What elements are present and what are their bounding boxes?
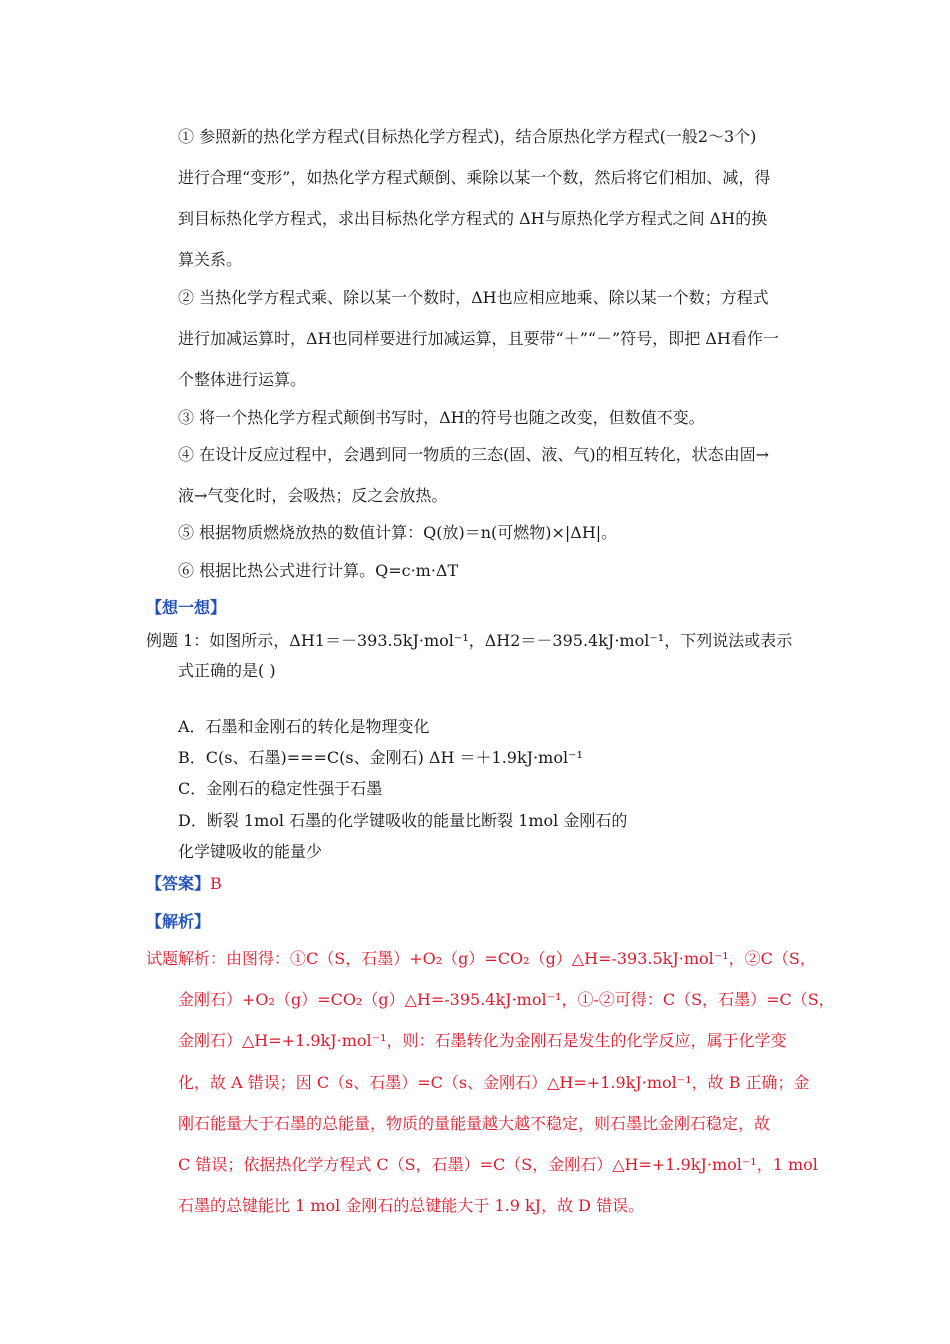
rule-line-6: 进行加减运算时，ΔH也同样要进行加减运算，且要带“＋”“－”符号，即把 ΔH看作一 <box>178 329 779 348</box>
rule-line-7: 个整体进行运算。 <box>178 370 307 389</box>
analysis-heading: 【解析】 <box>146 912 211 931</box>
rule-line-10: 液→气变化时，会吸热；反之会放热。 <box>178 486 448 505</box>
answer-heading: 【答案】 <box>146 874 211 893</box>
analysis-line-4: 化，故 A 错误；因 C（s、石墨）=C（s、金刚石）△H=+1.9kJ·mol⁻¹，故 B 正确；金 <box>178 1073 810 1092</box>
answer-value: B <box>210 874 222 893</box>
answer-row <box>146 873 222 895</box>
rule-line-11: ⑤ 根据物质燃烧放热的数值计算：Q(放)＝n(可燃物)×|ΔH|。 <box>178 523 618 542</box>
rule-line-3: 到目标热化学方程式，求出目标热化学方程式的 ΔH与原热化学方程式之间 ΔH的换 <box>178 209 768 228</box>
think-heading: 【想一想】 <box>146 598 227 617</box>
rule-line-1: ① 参照新的热化学方程式(目标热化学方程式)，结合原热化学方程式(一般2～3个) <box>178 127 757 146</box>
analysis-line-6: C 错误；依据热化学方程式 C（S，石墨）=C（S，金刚石）△H=+1.9kJ·mol⁻¹，1 mol <box>178 1155 818 1174</box>
option-d: D．断裂 1mol 石墨的化学键吸收的能量比断裂 1mol 金刚石的 <box>178 811 628 830</box>
analysis-line-3: 金刚石）△H=+1.9kJ·mol⁻¹，则：石墨转化为金刚石是发生的化学反应，属于化学变 <box>178 1031 787 1050</box>
rule-line-2: 进行合理“变形”，如热化学方程式颠倒、乘除以某一个数，然后将它们相加、减，得 <box>178 168 771 187</box>
analysis-line-7: 石墨的总键能比 1 mol 金刚石的总键能大于 1.9 kJ，故 D 错误。 <box>178 1196 645 1215</box>
option-c: C．金刚石的稳定性强于石墨 <box>178 779 383 798</box>
analysis-line-1: 试题解析：由图得：①C（S，石墨）+O₂（g）=CO₂（g）△H=-393.5kJ·mol⁻¹，②C（S， <box>146 949 816 968</box>
rule-line-9: ④ 在设计反应过程中，会遇到同一物质的三态(固、液、气)的相互转化，状态由固→ <box>178 445 769 464</box>
question-line-2: 式正确的是( ) <box>178 661 276 680</box>
rule-line-12: ⑥ 根据比热公式进行计算。Q=c·m·ΔT <box>178 561 459 580</box>
option-a: A．石墨和金刚石的转化是物理变化 <box>178 717 430 736</box>
rule-line-5: ② 当热化学方程式乘、除以某一个数时，ΔH也应相应地乘、除以某一个数；方程式 <box>178 288 769 307</box>
analysis-line-5: 刚石能量大于石墨的总能量，物质的量能量越大越不稳定，则石墨比金刚石稳定，故 <box>178 1114 771 1133</box>
option-b: B．C(s、石墨)===C(s、金刚石) ΔH ＝＋1.9kJ·mol⁻¹ <box>178 748 583 767</box>
rule-line-4: 算关系。 <box>178 250 243 269</box>
question-line-1: 例题 1：如图所示，ΔH1＝－393.5kJ·mol⁻¹，ΔH2＝－395.4kJ·mol⁻¹，下列说法或表示 <box>146 631 793 650</box>
analysis-line-2: 金刚石）+O₂（g）=CO₂（g）△H=-395.4kJ·mol⁻¹，①-②可得：C（S，石墨）=C（S， <box>178 990 835 1009</box>
rule-line-8: ③ 将一个热化学方程式颠倒书写时，ΔH的符号也随之改变，但数值不变。 <box>178 408 705 427</box>
option-d-continued: 化学键吸收的能量少 <box>178 842 323 861</box>
